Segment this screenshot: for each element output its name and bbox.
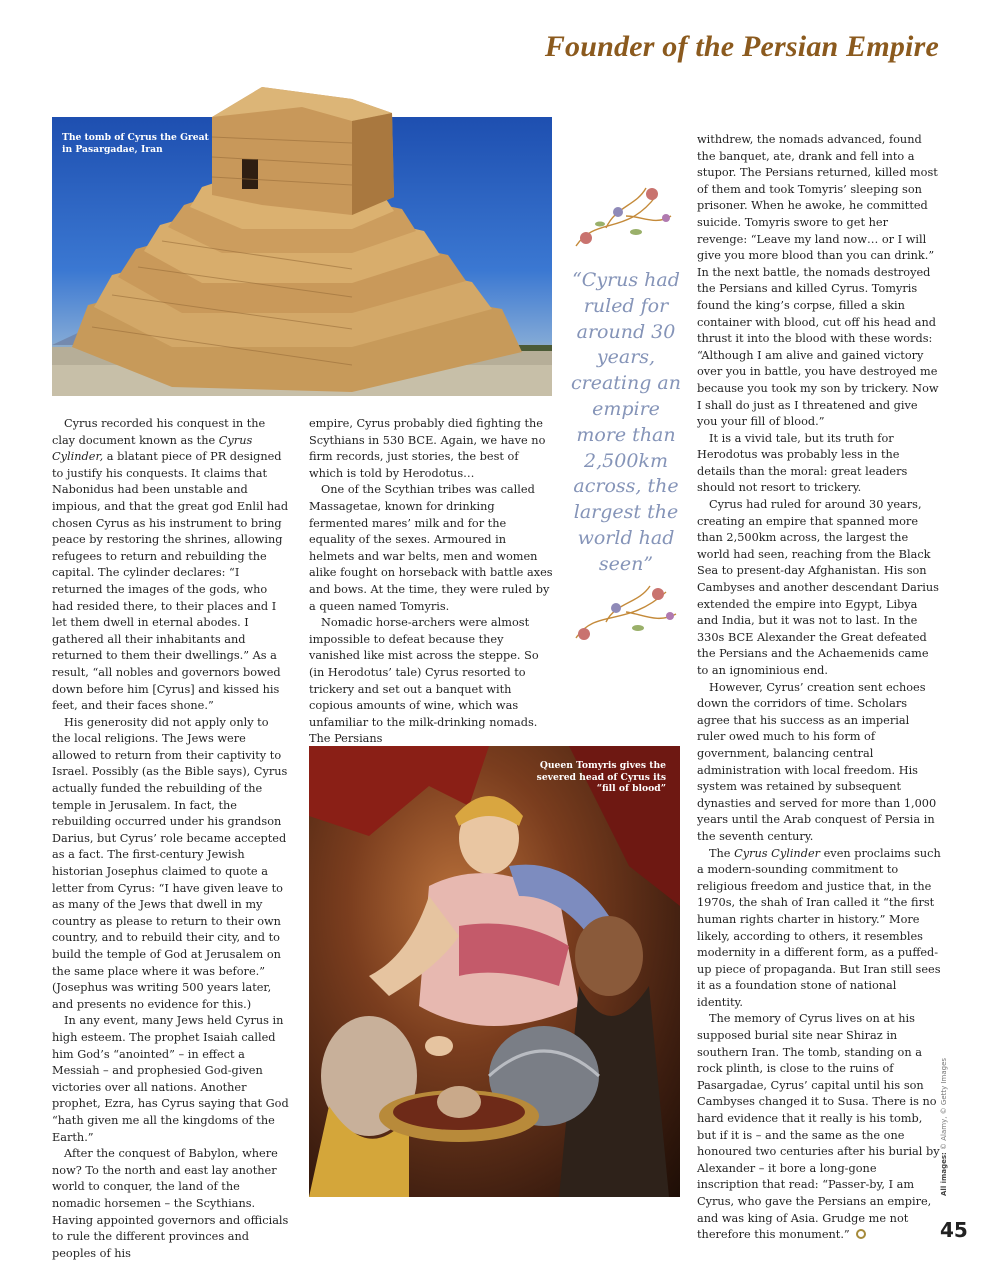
- tomb-caption: The tomb of Cyrus the Great in Pasargadae, Iran: [62, 132, 209, 155]
- page-number: 45: [940, 1218, 968, 1242]
- paragraph: It is a vivid tale, but its truth for Herodotus was probably less in the details than the moral: great leaders should not resort to trickery.: [697, 431, 908, 495]
- paragraph: In any event, many Jews held Cyrus in high esteem. The prophet Isaiah called him God’s “anointed” – in effect a Messiah – and prophesied God-given victories over all nations. Another prophet, Ezra, has Cyrus saying that God “hath given me all the kingdoms of the Earth.”: [52, 1014, 289, 1144]
- pull-quote: “Cyrus had ruled for around 30 years, creating an empire more than 2,500km across, the largest the world had seen”: [570, 269, 681, 575]
- paragraph: empire, Cyrus probably died fighting the Scythians in 530 BCE. Again, we have no firm records, just stories, the best of which is told by Herodotus…: [309, 417, 546, 480]
- paragraph-text: The: [709, 846, 735, 860]
- paragraph-text: Cyrus recorded his conquest in the clay document known as the: [52, 417, 266, 447]
- article-column-3: [697, 132, 941, 1244]
- paragraph: However, Cyrus’ creation sent echoes down the corridors of time. Scholars agree that his success as an imperial ruler owed much to his form of government, balancing central administration with local freedom. His system was retained by subsequent dynasties and served for more than 1,000 years until the Arab conquest of Persia in the seventh century.: [697, 680, 937, 843]
- paragraph-text: The memory of Cyrus lives on at his supposed burial site near Shiraz in southern Iran. The tomb, standing on a rock plinth, is close to the ruins of Pasargadae, Cyrus’ capital until his son Cambyses changed it to Susa. There is no hard evidence that it really is his tomb, but if it is – and the same as the one honoured two centuries after his burial by Alexander – it bore a long-gone inscription that read: “Passer-by, I am Cyrus, who gave the Persians an empire, and was king of Asia. Grudge me not therefore this monument.”: [697, 1012, 940, 1242]
- credit-label: All images:: [940, 1152, 948, 1196]
- paragraph-text: a blatant piece of PR designed to justify his conquests. It claims that Nabonidus had been unstable and impious, and that the great god Enlil had chosen Cyrus as his instrument to bring peace by restoring the shrines, allowing refugees to return and rebuilding the capital. The cylinder declares: “I returned the images of the gods, who had resided there, to their places and I let them dwell in eternal abodes. I gathered all their inhabitants and returned to them their dwellings.” As a result, “all nobles and governors bowed down before him [Cyrus] and kissed his feet, and their faces shone.”: [52, 450, 289, 713]
- page-title: Founder of the Persian Empire: [544, 30, 939, 63]
- tomb-photo: [52, 117, 552, 396]
- paragraph: [697, 1011, 941, 1243]
- paragraph: After the conquest of Babylon, where now? To the north and east lay another world to conquer, the land of the nomadic horsemen – the Scythians. Having appointed governors and officials to rule the different provinces and peoples of his: [52, 1147, 289, 1260]
- paragraph: [697, 846, 941, 1012]
- paragraph: His generosity did not apply only to the local religions. The Jews were allowed to return from their captivity to Israel. Possibly (as the Bible says), Cyrus actually funded the rebuilding of the temple in Jerusalem. In fact, the rebuilding occurred under his grandson Darius, but Cyrus’ role became accepted as a fact. The first-century Jewish historian Josephus claimed to quote a letter from Cyrus: “I have given leave to as many of the Jews that dwell in my country as please to return to their own country, and to rebuild their city, and to build the temple of God at Jerusalem on the same place where it was before.” (Josephus was writing 500 years later, and presents no evidence for this.): [52, 715, 288, 1011]
- paragraph: [52, 416, 290, 715]
- paragraph: Nomadic horse-archers were almost impossible to defeat because they vanished like mist across the steppe. So (in Herodotus’ tale) Cyrus resorted to trickery and set out a banquet with copious amounts of wine, which was unfamiliar to the milk-drinking nomads. The Persians: [309, 616, 539, 746]
- article-column-2: [309, 416, 553, 748]
- tomb-illustration: [52, 47, 552, 396]
- end-mark-icon: [856, 1229, 866, 1239]
- italic-title: Cyrus Cylinder,: [52, 433, 253, 464]
- italic-title: Cyrus Cylinder: [734, 846, 821, 860]
- floral-ornament-top: [566, 176, 686, 256]
- paragraph: One of the Scythian tribes was called Massagetae, known for drinking fermented mares’ milk and for the equality of the sexes. Armoured in helmets and war belts, men and women alike fought on horseback with battle axes and bows. At the time, they were ruled by a queen named Tomyris.: [309, 483, 553, 613]
- tomyris-painting: [309, 746, 680, 1197]
- floral-ornament-bottom: [566, 578, 686, 658]
- painting-illustration: [309, 746, 680, 1197]
- credit-text: © Alamy, © Getty Images: [940, 1057, 948, 1153]
- painting-caption: Queen Tomyris gives the severed head of Cyrus its “fill of blood”: [536, 760, 666, 794]
- paragraph: Cyrus had ruled for around 30 years, creating an empire that spanned more than 2,500km across, the largest the world had seen, reaching from the Black Sea to present-day Afghanistan. His son Cambyses and another descendant Darius extended the empire into Egypt, Libya and India, but it was not to last. In the 330s BCE Alexander the Great defeated the Persians and the Achaemenids came to an ignominious end.: [697, 498, 939, 677]
- article-column-1: [52, 416, 290, 1262]
- paragraph-text: even proclaims such a modern-sounding commitment to religious freedom and justice that, in the 1970s, the shah of Iran called it “the first human rights charter in history.” More likely, according to others, it resembles modernity in a different form, as a puffed-up piece of propaganda. But Iran still sees it as a foundation stone of national identity.: [697, 846, 941, 1009]
- image-credit: [940, 1058, 948, 1196]
- paragraph: withdrew, the nomads advanced, found the banquet, ate, drank and fell into a stupor. The Persians returned, killed most of them and took Tomyris’ sleeping son prisoner. When he awoke, he committed suicide. Tomyris swore to get her revenge: “Leave my land now… or I will give you more blood than you can drink.” In the next battle, the nomads destroyed the Persians and killed Cyrus. Tomyris found the king’s corpse, filled a skin container with blood, cut off his head and thrust it into the blood with these words: “Although I am alive and gained victory over you in battle, you have destroyed me because you took my son by trickery. Now I shall do just as I threatened and give you your fill of blood.”: [697, 133, 939, 429]
